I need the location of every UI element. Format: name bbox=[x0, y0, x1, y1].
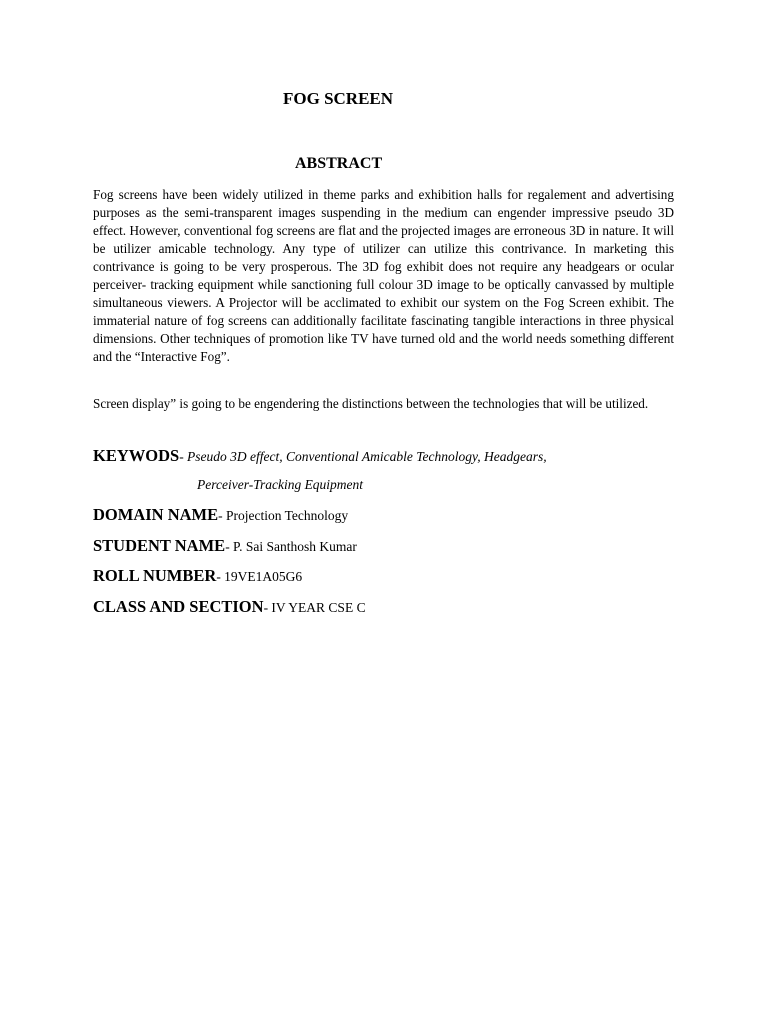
keywords-value-continued: Perceiver-Tracking Equipment bbox=[197, 477, 364, 492]
keywords-value: - Pseudo 3D effect, Conventional Amicable Technology, Headgears, bbox=[179, 449, 547, 464]
abstract-paragraph: Fog screens have been widely utilized in theme parks and exhibition halls for regalement and advertising purposes as the semi-transparent images suspending in the medium can engender impressive pseudo 3D effect. However, conventional fog screens are flat and the projected images are erroneous 3D in nature. It will be utilizer amicable technology. Any type of utilizer can utilize this contrivance. In marketing this contrivance is going to be very prosperous. The 3D fog exhibit does not require any headgears or ocular perceiver- tracking equipment while sanctioning full colour 3D image to be optically canvassed by multiple simultaneous viewers. A Projector will be acclimated to exhibit our system on the Fog Screen exhibit. The immaterial nature of fog screens can additionally facilitate fascinating tangible interactions in three physical dimensions. Other techniques of promotion like TV have turned old and the world needs something different and the “Interactive Fog”. bbox=[93, 187, 674, 364]
student-value: - P. Sai Santhosh Kumar bbox=[225, 539, 357, 554]
document-title: FOG SCREEN bbox=[283, 89, 394, 108]
abstract-paragraph-continued: Screen display” is going to be engendering the distinctions between the technologies that will be utilized. bbox=[93, 396, 649, 411]
domain-label: DOMAIN NAME bbox=[93, 505, 219, 524]
class-section-row bbox=[93, 597, 366, 617]
class-section-label: CLASS AND SECTION bbox=[93, 597, 264, 616]
roll-row bbox=[93, 566, 302, 586]
class-section-value: - IV YEAR CSE C bbox=[263, 600, 366, 615]
student-row bbox=[93, 536, 357, 556]
student-label: STUDENT NAME bbox=[93, 536, 226, 555]
roll-label: ROLL NUMBER bbox=[93, 566, 217, 585]
keywords-row bbox=[93, 446, 547, 466]
keywords-label: KEYWODS bbox=[93, 446, 180, 465]
domain-row bbox=[93, 505, 348, 525]
abstract-heading: ABSTRACT bbox=[295, 155, 383, 172]
domain-value: - Projection Technology bbox=[218, 508, 349, 523]
roll-value: - 19VE1A05G6 bbox=[216, 569, 303, 584]
